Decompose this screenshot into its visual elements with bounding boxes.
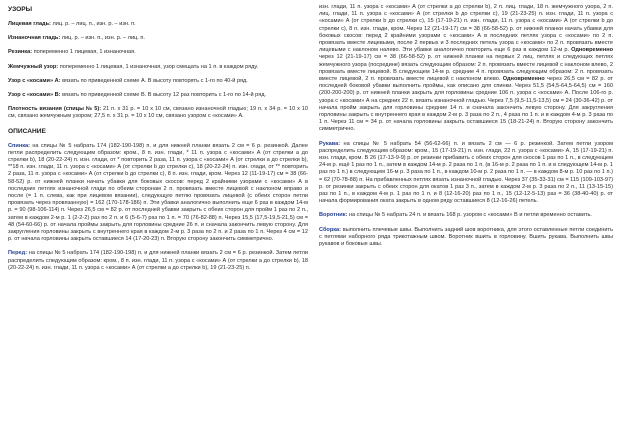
term-front: Перед: — [8, 250, 28, 257]
text-seed-stitch: попеременно 1 лицевая, 1 изнаночная, узор смещать на 1 п. в каждом ряду. — [58, 63, 259, 70]
text-back: на спицы № 5 набрать 174 (182-190-198) п. и для нижней планки вязать 2 см = 6 р. резинкой. Далее петли распределить следующим образом: кром., 8 п. изн. глади, * 11 п. узора с «косами» А (от стрелки a до стрелки b), 18 (20-22-24) п. изн. глади, от * повторить 2 раза, 11 п. узора с «косами» А (от стрелки a до стрелки b), **18 п. изн. глади, 11 п. узора с «косами» А (от стрелки b до стрелки c), 18 (20-22-24) п. изн. глади, от ** повторить 2 раза, 11 п. узора с «косами» А (от стрелки b до стрелки c), 8 п. изн. глади, кром. Через 12 (11-19-17) см = 38 (66-58-52) р. от нижней планки начать убавки для боковых скосов: перед 2 крайними узорами с «косами» А в последних петлях изнаночной глади по обеим сторонам 2 п. провязать вместе лицевой с наклоном вправо и после (= 1 п. слева, как при лицевом вязании), следующую петлю провязать лицевой (с обеих сторон петли провязать через провязанную) = 162 (170-178-186) п. Эти убавки аналогично выполнить еще 6 раз в каждом 14-м р. = 90 (98-106-114) п. Через 26,5 см = 82 р. от последней убавки закрыть с обеих сторон для пройм 1 раз по 2 п., затем в каждом 2-м р. 1 (2-2-2) раз по 2 п. и 6 (5-6-7) раз по 1 п. = 70 (76-82-88) п. Через 15,5 (17,5-19,5-21,5) см = 48 (54-60-66) р. от начала проймы закрыть для горловины средние 26 п. и сначала закончить левую сторону. Для закругления горловины закрыть с внутреннего края в каждом 2-м р. 3 раза по 2 п. и 2 раза по 1 п. Через 4 см = 12 р. от начала горловины закрыть оставшиеся 14 (17-20-23) п. Вторую сторону закончить симметрично. — [8, 142, 308, 243]
text-front: на спицы № 5 набрать 174 (182-190-198) п. и для нижней планки вязать 2 см = 6 р. резинкой. Затем петли распределить следующим образом: кром., 8 п. изн. глади, 11 п. узора с «косами» А (от стрелки a до стрелки b), 18 (20-22-24) п. изн. глади, 11 п. узора с «косами» А (от стрелки a до стрелки b), 19 (21-23-25) п. — [8, 250, 308, 271]
text-front-continued-2: через 12 (21-19-17) см = 38 (66-58-52) р. от нижней планки на первых 2 лиц. петлях и следующих петлях жемчужного узора (посредине) вязать следующим образом: 2 п. провязать вместе лицевой с наклоном влево, 2 провязать вместе лицевой. В следующем 14-м р. средние 4 п. провязать следующим образом: 2 п. провязать вместе лицевой, 2 п. провязать вместе лицевой с наклоном влево. — [319, 54, 613, 83]
text-gauge: 21 п. х 31 р. = 10 х 10 см, связано изнаночной гладью; 19 п. х 34 р. = 10 х 10 см, связано жемчужным узором; 27,5 п. х 31 р. = 10 х 10 см, связано узором с «косами» А. — [8, 106, 308, 120]
term-sleeve: Рукава: — [319, 140, 341, 147]
term-simultaneously-2: Одновременно — [502, 76, 545, 83]
paragraph-assembly — [319, 227, 613, 249]
text-collar: на спицы № 5 набрать 24 п. и вязать 168 р. узором с «косами» В и петли временно оставить. — [347, 212, 592, 219]
paragraph-reverse-stockinette — [8, 35, 308, 42]
text-cable-b: вязать по приведенной схеме В. В высоту 12 раз повторить с 1-го по 14-й ряд. — [60, 92, 267, 99]
term-back: Спинка: — [8, 142, 31, 149]
term-gauge: Плотность вязания (спицы № 5): — [8, 106, 102, 113]
term-collar: Воротник: — [319, 212, 348, 219]
paragraph-rib — [8, 49, 308, 56]
left-column — [8, 4, 308, 438]
paragraph-front — [8, 250, 308, 272]
text-cable-a: вязать по приведенной схеме А. В высоту повторять с 1-го по 40-й ряд. — [60, 77, 248, 84]
paragraph-back — [8, 143, 308, 244]
paragraph-sleeve — [319, 141, 613, 206]
text-front-continued-3: через 26,5 см = 82 р. от последней боковой убавки выполнить проймы, как описано для спинки. Через 51,5 (54,5-64,5-64,5) см = 160 (200-200-200) р. от нижней планки закрыть для горловины средние 106 п. узора с «косами» А. После 106-го р. узора с «косами» А на средних 22 п. вязать изнаночной гладью. Через 7,5 (9,5-11,5-13,5) см = 24 (30-36-42) р. от начала пройм закрыть для горловины средние 14 п. и сначала закончить левую сторону. Для закругления горловины закрыть с внутреннего края в каждом 2-м р. 3 раза по 2 п., 4 раза по 1 п. и в каждом 4-м р. 3 раза по 1 п. Через 11 см = 34 р. от начала горловины закрыть оставшиеся 15 (18-21-24) п. Вторую сторону закончить симметрично. — [319, 76, 613, 133]
term-seed-stitch: Жемчужный узор: — [8, 63, 59, 70]
paragraph-gauge — [8, 106, 308, 120]
text-rib: попеременно 1 лицевая, 1 изнаночная. — [32, 49, 136, 56]
paragraph-front-continued — [319, 4, 613, 134]
term-assembly: Сборка: — [319, 226, 342, 233]
text-stockinette: лиц. р. – лиц. п., изн. р. – изн. п. — [50, 21, 136, 27]
text-front-continued: изн. глади, 11 п. узора с «косами» А (от стрелки a до стрелки b), 2 п. лиц. глади, 18 п. жемчужного узора, 2 п. лиц. глади, 11 п. узора с «косами» А (от стрелки b до стрелки c), 19 (21-23-25) п. изн. глади, 11 п. узора с «косами» А (от стрелки b до стрелки c), 15 (17-19-21) п. изн. глади, 11 п. узора с «косами» А (от стрелки b до стрелки c), 8 п. изн. глади, кром. Через 12 (21-19-17) см = 38 (66-58-52) р. от нижней планки начать убавки для боковых скосов: перед 2 крайними узорами с «косами» А в последних петлях узора с «косами» по 2 п. провязать вместе лицевыми, после 2 первых и 3 последних петель узора с «косами» по 2 п. провязать вместе лицевыми с наклоном налево. Эти убавки аналогично повторить еще 6 раз в каждом 12-м р. — [319, 4, 613, 54]
paragraph-cable-b — [8, 92, 308, 99]
paragraph-cable-a — [8, 78, 308, 85]
paragraph-stockinette — [8, 21, 308, 28]
term-rib: Резинка: — [8, 49, 33, 56]
paragraph-collar — [319, 212, 613, 219]
term-reverse-stockinette: Изнаночная гладь: — [8, 35, 61, 42]
text-reverse-stockinette: лиц. р. – изн. п., изн. р. – лиц. п. — [60, 35, 145, 42]
term-simultaneously-1: Одновременно — [571, 47, 613, 54]
term-cable-b: Узор с «косами» В: — [8, 92, 61, 99]
heading-patterns: УЗОРЫ — [8, 6, 33, 13]
text-assembly: выполнить плечевые швы. Выполнить задний шов воротника, для этого оставленные петли соединить с петлями наборного ряда трикотажным швом. Воротник вшить в горловину. Вшить рукава. Выполнить швы рукавов и боковые швы. — [319, 226, 613, 248]
heading-description: ОПИСАНИЕ — [8, 127, 46, 135]
right-column — [319, 4, 613, 438]
term-cable-a: Узор с «косами» А: — [8, 77, 61, 84]
term-stockinette: Лицевая гладь: — [8, 21, 51, 27]
paragraph-seed-stitch — [8, 64, 308, 71]
text-sleeve: на спицы № 5 набрать 54 (56-62-66) п. и вязать 2 см — 6 р. резинкой. Затем петли узором распределить следующим образом: кром., 15 (17-19-21) п. изн. глади, 22 п. узора с «косами» А, 15 (17-19-21) п. изн. глади, кром. В 26 (17-13-9-9) р. от резинки прибавить с обеих сторон для скосов 1 раз по 1 п., в следующем 24-м р. ещё 1 раз по 1 п., затем в каждом 14-м р. 2 раза по 1 п. (в 16-м р. 2 раза по 1 п. и в следующем 14-м р. 1 раз по 1 п.) в следующем 16-м р. 3 раза по 1 п., в каждом 10-м р. 2 раза по 1 п. — в каждом 8-м р. 10 раз по 1 п.) = 62 (70-78-88) п. На прибавленных петлях вязать изнаночной гладью. Через 37 (35-33-31) см = 115 (109-103-97) р. от резинки закрыть с обеих сторон для окатов 1 раз 3 п., затем в каждом 2-м р. 3 раза по 2 п., 11 (13-15-15) раз по 1 п., в каждом 4-м р. 1 раз по 1 п. и 8 (12-16-20) раз по 1 п., 15 (12-12-5-13) раз = 36 (38-40-40) р. от начала формирования оката закрыть в одном ряду оставшиеся 8 (12-16-26) петель. — [319, 140, 613, 205]
